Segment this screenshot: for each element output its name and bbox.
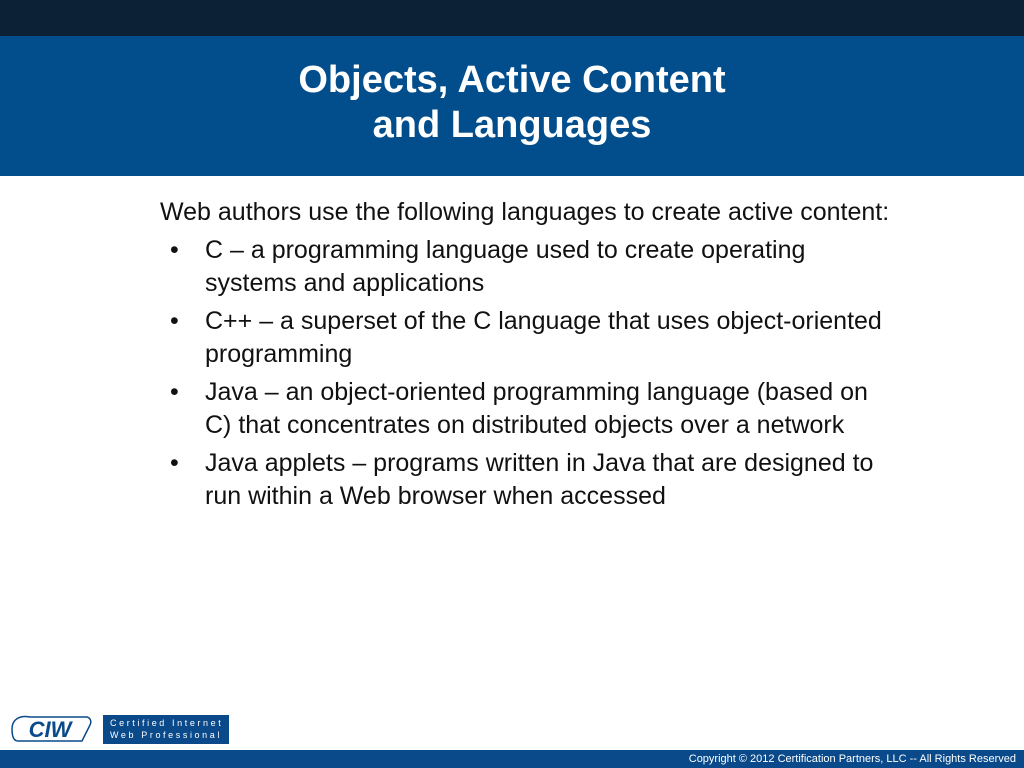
bullet-list [160,234,900,513]
slide-title-line-1: Objects, Active Content [298,59,726,101]
bullet-item-c [160,234,900,300]
bullet-text: Java – an object-oriented programming language (based on C) that concentrates on distributed objects over a network [205,378,868,439]
bullet-text: Java applets – programs written in Java that are designed to run within a Web browser when accessed [205,449,874,510]
bullet-text: C – a programming language used to create operating systems and applications [205,236,806,297]
bullet-dot-icon: • [170,378,179,406]
ciw-tagline-box [103,715,229,744]
ciw-logo-icon [10,713,92,745]
ciw-tagline-line-1: Certified Internet [110,718,224,728]
bullet-dot-icon: • [170,236,179,264]
bullet-dot-icon: • [170,449,179,477]
bullet-item-java-applets [160,447,900,513]
footer-bar [0,750,1024,768]
slide-title-line-2: and Languages [372,104,652,146]
bullet-item-java [160,376,900,442]
slide-title [0,58,1024,148]
ciw-logo [10,713,222,747]
slide-body [160,196,900,518]
ciw-tagline-line-2: Web Professional [110,730,222,740]
intro-text: Web authors use the following languages to create active content: [160,198,890,226]
bullet-item-cpp [160,305,900,371]
ciw-wordmark: CIW [28,717,72,742]
top-dark-strip [0,0,1024,36]
bullet-dot-icon: • [170,307,179,335]
copyright-text: Copyright © 2012 Certification Partners, LLC -- All Rights Reserved [688,753,1016,765]
bullet-text: C++ – a superset of the C language that uses object-oriented programming [205,307,882,368]
